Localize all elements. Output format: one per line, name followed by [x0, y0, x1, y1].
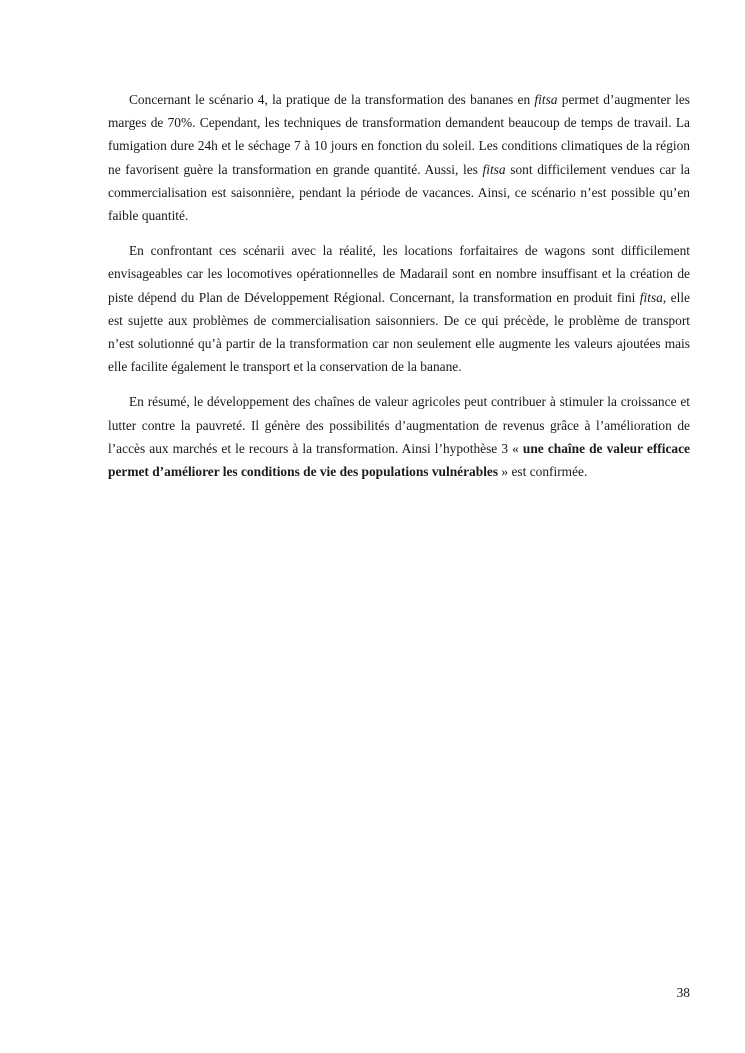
page-number: 38: [676, 985, 690, 1000]
text-span: sont difficilement vendues car la commercialisation est saisonnière, pendant la période de vacances. Ainsi, ce scénario n’est possible qu’en faible quantité.: [108, 161, 690, 224]
paragraph-scenario-4: [108, 88, 690, 227]
text-span: permet d’augmenter les marges de 70%. Cependant, les techniques de transformation demandent beaucoup de temps de travail. La fumigation dure 24h et le séchage 7 à 10 jours en fonction du soleil. Les conditions climatiques de la région ne favorisent guère la transformation en grande quantité. Aussi, les: [108, 92, 690, 177]
text-span: Concernant le scénario 4, la pratique de la transformation des bananes en: [129, 92, 535, 107]
italic-term-fitsa: fitsa: [639, 289, 663, 305]
italic-term-fitsa: fitsa: [534, 92, 558, 107]
paragraph-confrontation: [108, 239, 690, 378]
text-span: En confrontant ces scénarii avec la réalité, les locations forfaitaires de wagons sont difficilement envisageables car les locomotives opérationnelles de Madarail sont en nombre insuffisant et la création de piste dépend du Plan de Développement Régional. Concernant, la transformation en produit fini: [108, 243, 690, 305]
bold-hypothesis-statement: une chaîne de valeur efficace permet d’améliorer les conditions de vie des populations vulnérables: [108, 440, 690, 480]
page-body: [108, 88, 690, 495]
text-span: , elle est sujette aux problèmes de commercialisation saisonniers. De ce qui précède, le problème de transport n’est solutionné qu’à partir de la transformation car non seulement elle augmente les valeurs ajoutées mais elle facilite également le transport et la conservation de la banane.: [108, 289, 690, 375]
text-span: » est confirmée.: [498, 464, 588, 480]
text-span: En résumé, le développement des chaînes de valeur agricoles peut contribuer à stimuler la croissance et lutter contre la pauvreté. Il génère des possibilités d’augmentation de revenus grâce à l’amélioration de l’accès aux marchés et le recours à la transformation. Ainsi l’hypothèse 3 «: [108, 394, 690, 456]
paragraph-summary: [108, 390, 690, 483]
italic-term-fitsa: fitsa: [482, 161, 506, 177]
